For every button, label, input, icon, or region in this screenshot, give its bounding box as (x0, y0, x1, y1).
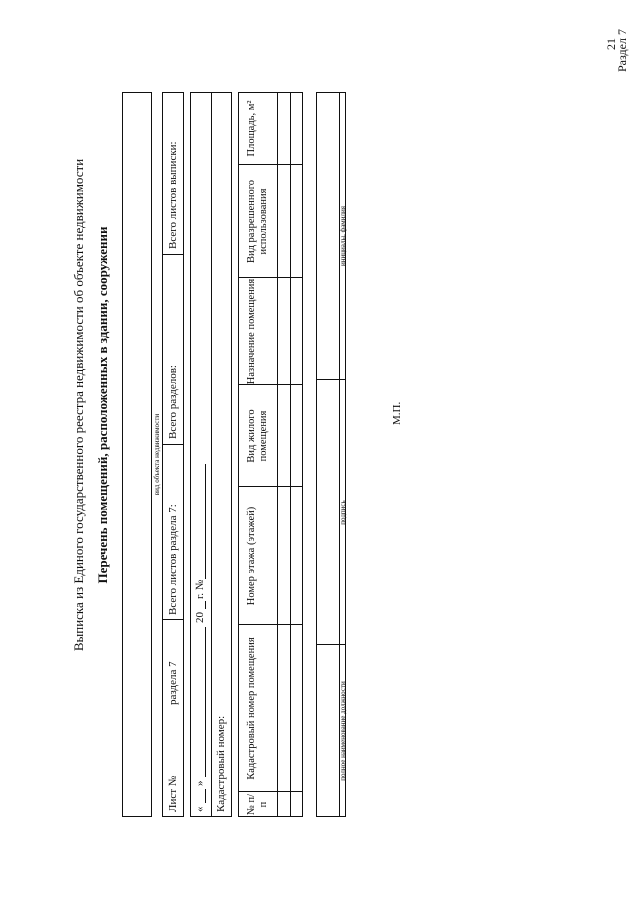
date-year-suffix: г. № (194, 579, 206, 599)
position-caption: полное наименование должности (339, 681, 347, 781)
sheet-number-label: Лист № (167, 775, 179, 812)
object-type-caption: вид объекта недвижимости (153, 413, 161, 496)
sheets-in-section-label: Всего листов раздела 7: (167, 504, 179, 615)
section-label: Раздел 7 (615, 29, 629, 72)
header-cadastral-number: Кадастровый номер помещения (246, 637, 257, 780)
header-dwelling-type: Вид жилого помещения (246, 409, 270, 463)
header-purpose: Назначение помещения (246, 278, 257, 385)
page-number: 21 (604, 38, 618, 50)
name-caption: инициалы, фамилия (339, 206, 347, 266)
header-floor-number: Номер этажа (этажей) (246, 506, 257, 606)
section-number-label: раздела 7 (167, 661, 179, 705)
header-area: Площадь, м² (246, 100, 257, 157)
header-permitted-use: Вид разрешенного использования (246, 179, 270, 264)
date-quote-open: « (194, 806, 206, 812)
total-sheets-label: Всего листов выписки: (167, 141, 179, 249)
total-sections-label: Всего разделов: (167, 365, 179, 439)
date-year-prefix: 20 (194, 612, 206, 623)
date-quote-close: » (194, 780, 206, 786)
document-subtitle: Перечень помещений, расположенных в здании, сооружении (95, 226, 110, 584)
header-row-number: № п/п (246, 793, 270, 816)
document-title: Выписка из Единого государственного реестра недвижимости об объекте недвижимости (71, 158, 86, 652)
object-type-box (122, 92, 152, 817)
signature-caption: подпись (339, 500, 347, 525)
stamp-placeholder: М.П. (391, 401, 403, 425)
cadastral-number-label: Кадастровый номер: (215, 715, 227, 812)
